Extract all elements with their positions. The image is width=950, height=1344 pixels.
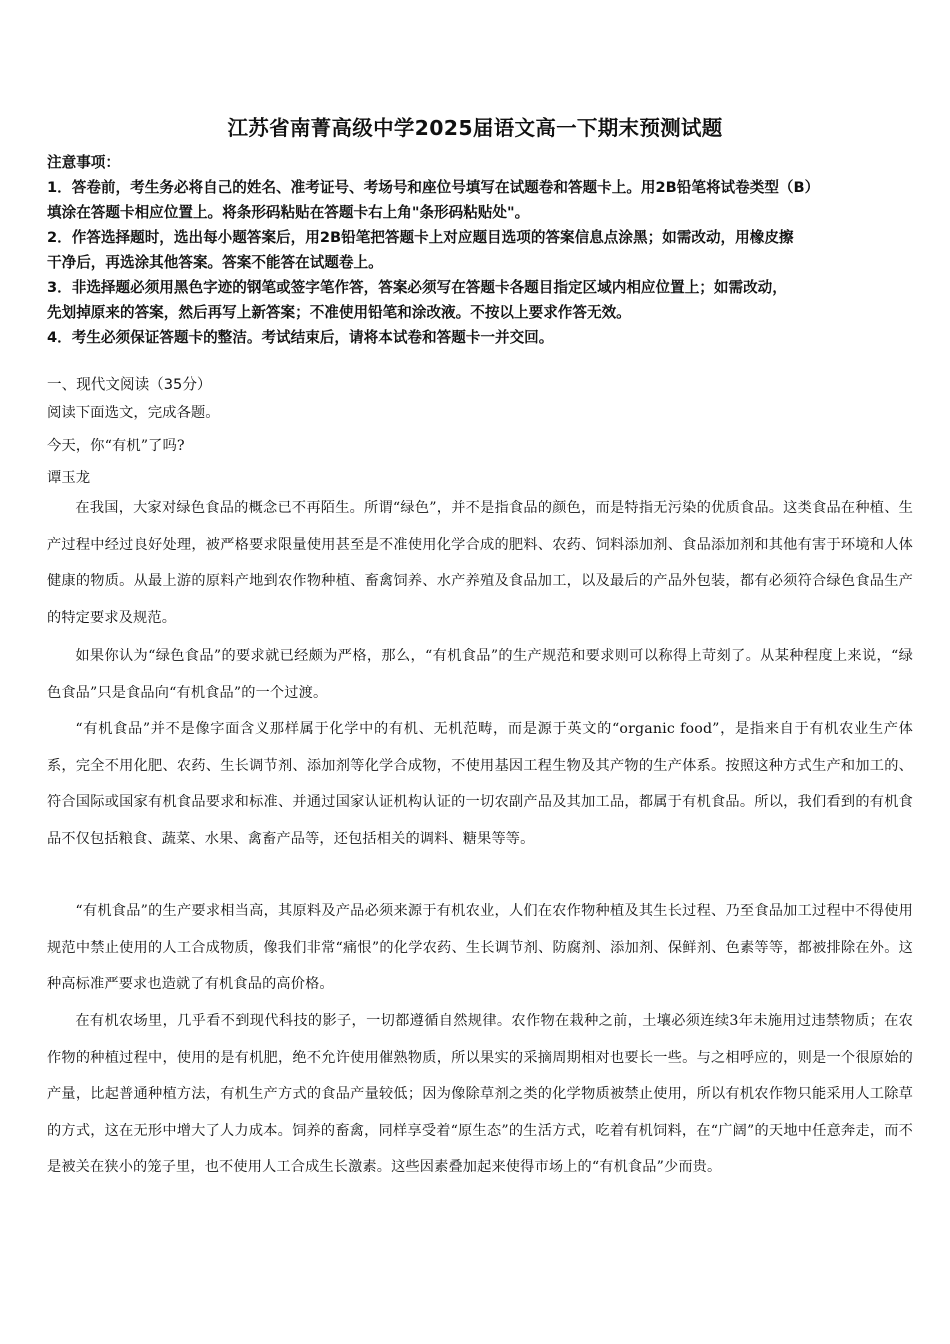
notice-line: 干净后，再选涂其他答案。答案不能答在试题卷上。 xyxy=(47,254,383,271)
notice-line: 填涂在答题卡相应位置上。将条形码粘贴在答题卡右上角"条形码粘贴处"。 xyxy=(47,204,530,221)
notice-line: 先划掉原来的答案，然后再写上新答案；不准使用铅笔和涂改液。不按以上要求作答无效。 xyxy=(47,304,631,321)
section-heading: 一、现代文阅读（35分） xyxy=(47,376,212,393)
article-paragraph-3: “有机食品”并不是像字面含义那样属于化学中的有机、无机范畴，而是源于英文的“organic food”，是指来自于有机农业生产体系，完全不用化肥、农药、生长调节剂、添加剂等化学合成物，不使用基因工程生物及其产物的生产体系。按照这种方式生产和加工的、符合国际或国家有机食品要求和标准、并通过国家认证机构认证的一切农副产品及其加工品，都属于有机食品。所以，我们看到的有机食品不仅包括粮食、蔬菜、水果、禽畜产品等，还包括相关的调料、糖果等等。 xyxy=(47,721,913,847)
article-paragraph-2: 如果你认为“绿色食品”的要求就已经颇为严格，那么，“有机食品”的生产规范和要求则可以称得上苛刻了。从某种程度上来说，“绿色食品”只是食品向“有机食品”的一个过渡。 xyxy=(47,648,913,701)
article-paragraph-5: 在有机农场里，几乎看不到现代科技的影子，一切都遵循自然规律。农作物在栽种之前，土壤必须连续3年未施用过违禁物质；在农作物的种植过程中，使用的是有机肥，绝不允许使用催熟物质，所以果实的采摘周期相对也要长一些。与之相呼应的，则是一个很原始的产量，比起普通种植方法，有机生产方式的食品产量较低；因为像除草剂之类的化学物质被禁止使用，所以有机农作物只能采用人工除草的方式，这在无形中增大了人力成本。饲养的畜禽，同样享受着“原生态”的生活方式，吃着有机饲料，在“广阔”的天地中任意奔走，而不是被关在狭小的笼子里，也不使用人工合成生长激素。这些因素叠加起来使得市场上的“有机食品”少而贵。 xyxy=(47,1013,913,1176)
exam-title: 江苏省南菁高级中学2025届语文高一下期末预测试题 xyxy=(227,116,723,140)
reading-instruction: 阅读下面选文，完成各题。 xyxy=(47,405,220,421)
article-author: 谭玉龙 xyxy=(47,470,91,486)
article-title: 今天，你“有机”了吗? xyxy=(47,438,185,454)
notice-line: 4．考生必须保证答题卡的整洁。考试结束后，请将本试卷和答题卡一并交回。 xyxy=(47,329,554,346)
notice-line: 1．答卷前，考生务必将自己的姓名、准考证号、考场号和座位号填写在试题卷和答题卡上。用2B铅笔将试卷类型（B） xyxy=(47,179,820,196)
article-paragraph-4: “有机食品”的生产要求相当高，其原料及产品必须来源于有机农业，人们在农作物种植及其生长过程、乃至食品加工过程中不得使用规范中禁止使用的人工合成物质，像我们非常“痛恨”的化学农药、生长调节剂、防腐剂、添加剂、保鲜剂、色素等等，都被排除在外。这种高标准严要求也造就了有机食品的高价格。 xyxy=(47,903,913,993)
notice-block xyxy=(47,150,917,350)
article-paragraph-1: 在我国，大家对绿色食品的概念已不再陌生。所谓“绿色”，并不是指食品的颜色，而是特指无污染的优质食品。这类食品在种植、生产过程中经过良好处理，被严格要求限量使用甚至是不准使用化学合成的肥料、农药、饲料添加剂、食品添加剂和其他有害于环境和人体健康的物质。从最上游的原料产地到农作物种植、畜禽饲养、水产养殖及食品加工，以及最后的产品外包装，都有必须符合绿色食品生产的特定要求及规范。 xyxy=(47,500,913,626)
notice-heading: 注意事项： xyxy=(47,154,120,171)
notice-line: 2．作答选择题时，选出每小题答案后，用2B铅笔把答题卡上对应题目选项的答案信息点涂黑；如需改动，用橡皮擦 xyxy=(47,229,794,246)
notice-line: 3．非选择题必须用黑色字迹的钢笔或签字笔作答，答案必须写在答题卡各题目指定区域内相应位置上；如需改动， xyxy=(47,279,787,296)
